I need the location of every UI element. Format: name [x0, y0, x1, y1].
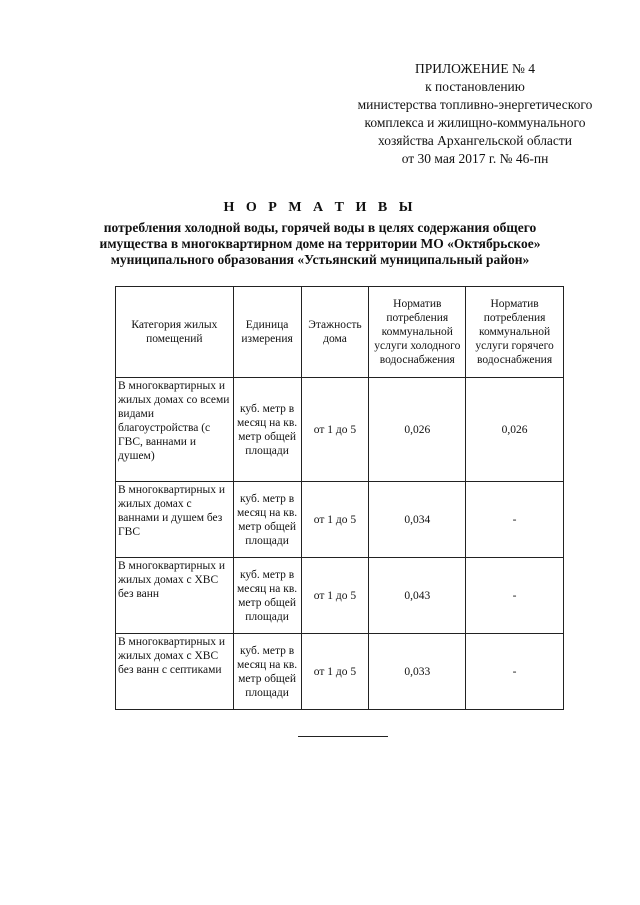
- cell-category: В многоквартирных и жилых домах с ХВС без ванн с септиками: [116, 634, 234, 710]
- cell-floors: от 1 до 5: [301, 558, 369, 634]
- cell-category: В многоквартирных и жилых домах с ХВС без ванн: [116, 558, 234, 634]
- cell-category: В многоквартирных и жилых домах с ваннами и душем без ГВС: [116, 482, 234, 558]
- cell-floors: от 1 до 5: [301, 634, 369, 710]
- table-header-row: [116, 287, 564, 378]
- cell-cold: 0,034: [369, 482, 466, 558]
- subtitle-line: имущества в многоквартирном доме на территории МО «Октябрьское»: [99, 236, 541, 251]
- cell-hot: 0,026: [466, 378, 564, 482]
- subtitle-line: потребления холодной воды, горячей воды в целях содержания общего: [103, 220, 537, 235]
- cell-unit: куб. метр в месяц на кв. метр общей площади: [233, 558, 301, 634]
- subtitle-line: муниципального образования «Устьянский муниципальный район»: [110, 252, 530, 267]
- cell-floors: от 1 до 5: [301, 482, 369, 558]
- header-unit: Единица измерения: [233, 287, 301, 378]
- appendix-ministry-line3: хозяйства Архангельской области: [377, 133, 573, 148]
- end-divider: [298, 736, 388, 737]
- table-row: [116, 378, 564, 482]
- cell-cold: 0,026: [369, 378, 466, 482]
- cell-unit: куб. метр в месяц на кв. метр общей площади: [233, 482, 301, 558]
- cell-category: В многоквартирных и жилых домах со всеми видами благоустройства (с ГВС, ваннами и душем): [116, 378, 234, 482]
- norms-table: [115, 286, 564, 710]
- cell-hot: -: [466, 558, 564, 634]
- cell-floors: от 1 до 5: [301, 378, 369, 482]
- cell-cold: 0,043: [369, 558, 466, 634]
- cell-unit: куб. метр в месяц на кв. метр общей площади: [233, 634, 301, 710]
- appendix-block: [330, 60, 620, 168]
- cell-cold: 0,033: [369, 634, 466, 710]
- appendix-ministry-line2: комплекса и жилищно-коммунального: [364, 115, 586, 130]
- header-hot-water-norm: Норматив потребления коммунальной услуги горячего водоснабжения: [466, 287, 564, 378]
- header-floors: Этажность дома: [301, 287, 369, 378]
- appendix-resolution-ref: к постановлению: [425, 79, 525, 94]
- document-title: Н О Р М А Т И В Ы: [223, 200, 417, 215]
- cell-hot: -: [466, 482, 564, 558]
- table-row: [116, 482, 564, 558]
- table-row: [116, 634, 564, 710]
- appendix-ministry-line1: министерства топливно-энергетического: [357, 97, 593, 112]
- appendix-number: ПРИЛОЖЕНИЕ № 4: [414, 61, 536, 76]
- appendix-date: от 30 мая 2017 г. № 46-пн: [401, 151, 549, 166]
- header-category: Категория жилых помещений: [116, 287, 234, 378]
- cell-unit: куб. метр в месяц на кв. метр общей площади: [233, 378, 301, 482]
- document-subtitle: [80, 220, 560, 268]
- table-row: [116, 558, 564, 634]
- header-cold-water-norm: Норматив потребления коммунальной услуги холодного водоснабжения: [369, 287, 466, 378]
- cell-hot: -: [466, 634, 564, 710]
